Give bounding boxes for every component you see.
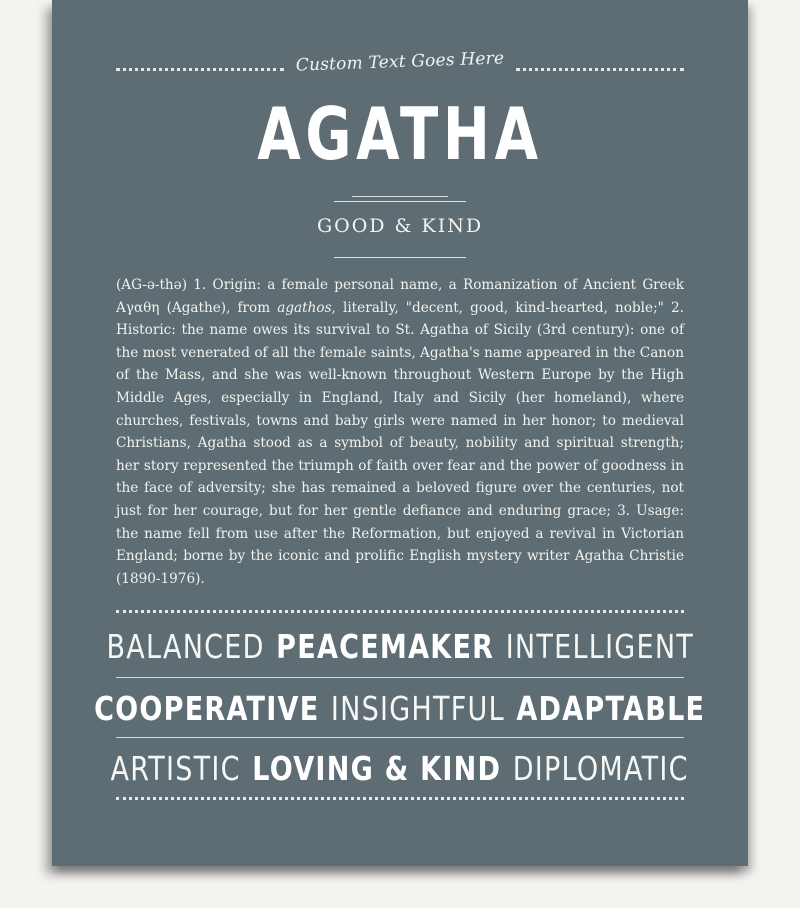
definition-text-part1: (AG-ə-thə) 1. Origin: a female personal name, a Romanization of Ancient Greek Αγαθη (Agathe), from: [116, 277, 684, 316]
trait-divider-2: [116, 737, 684, 738]
trait-row-2: [94, 686, 706, 730]
dotted-divider-right: [516, 68, 684, 71]
trait-row-3: [110, 746, 690, 790]
trait-word: BALANCED: [106, 626, 265, 666]
traits-dotted-divider-bottom: [116, 797, 684, 800]
header-row: [116, 48, 684, 82]
name-poster: [52, 0, 748, 866]
trait-divider-1: [116, 677, 684, 678]
name-title: AGATHA: [257, 92, 543, 176]
trait-word: PEACEMAKER: [275, 626, 494, 666]
trait-word: DIPLOMATIC: [513, 748, 690, 788]
name-definition: [116, 274, 684, 590]
trait-word: INTELLIGENT: [505, 626, 694, 666]
trait-word: LOVING & KIND: [252, 748, 502, 788]
name-meaning: GOOD & KIND: [316, 215, 484, 237]
trait-word: ARTISTIC: [110, 748, 242, 788]
trait-word: INSIGHTFUL: [331, 688, 506, 728]
traits-dotted-divider-top: [116, 610, 684, 613]
trait-row-1: [106, 624, 694, 668]
definition-text-part2: , literally, "decent, good, kind-hearted, noble;" 2. Historic: the name owes its survival to St. Agatha of Sicily (3rd century): one of the most venerated of all the female saints, Agatha's name appeared in the Canon of the Mass, and she was well-known throughout Western Europe by the High Middle Ages, especially in England, Italy and Sicily (her homeland), where churches, festivals, towns and baby girls were named in her honor; to medieval Christians, Agatha stood as a symbol of beauty, nobility and spiritual strength; her story represented the triumph of faith over fear and the power of goodness in the face of adversity; she has remained a beloved figure over the centuries, not just for her courage, but for her gentle defiance and enduring grace; 3. Usage: the name fell from use after the Reformation, but enjoyed a revival in Victorian England; borne by the iconic and prolific English mystery writer Agatha Christie (1890-1976).: [116, 299, 684, 587]
title-rule-short: [352, 196, 448, 197]
trait-word: ADAPTABLE: [516, 688, 706, 728]
custom-text: Custom Text Goes Here: [295, 48, 505, 76]
title-rule-long: [334, 201, 466, 202]
definition-italic-word: agathos: [277, 299, 332, 316]
meaning-rule: [334, 257, 466, 258]
trait-word: COOPERATIVE: [94, 688, 320, 728]
